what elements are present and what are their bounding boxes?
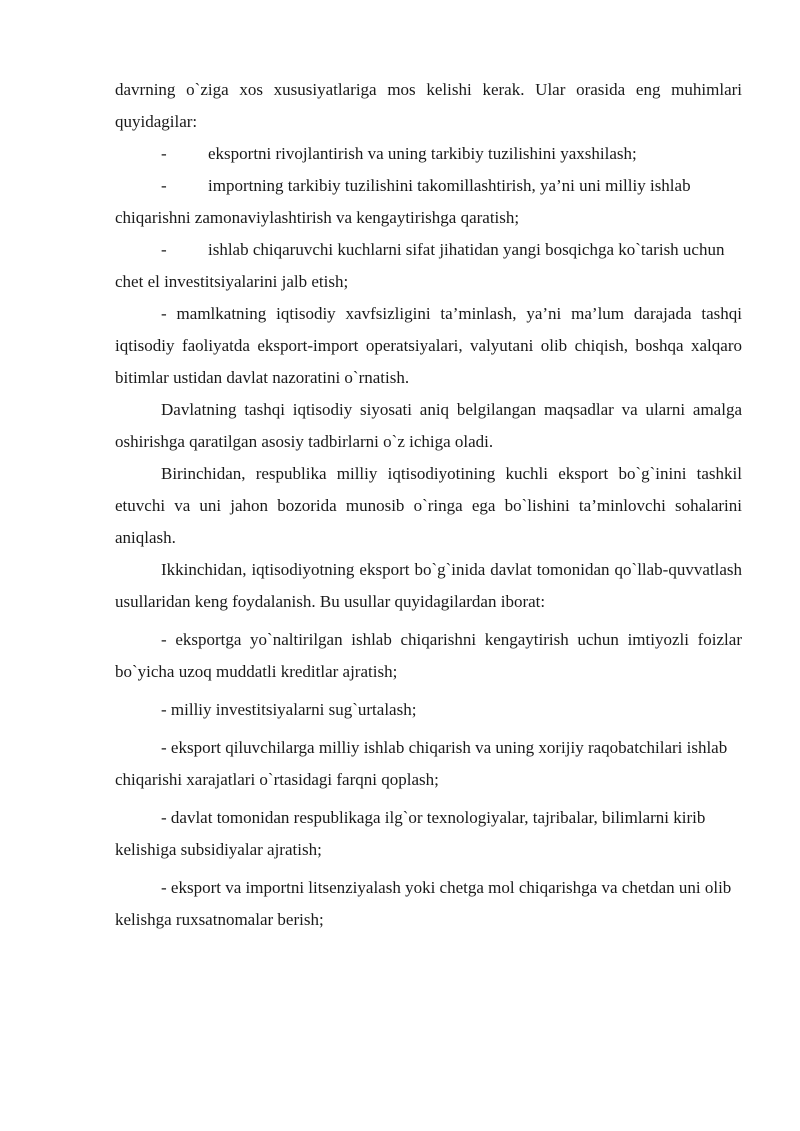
list-item-preferential-credits: - eksportga yo`naltirilgan ishlab chiqarishni kengaytirish uchun imtiyozli foizlar bo`yicha uzoq muddatli kreditlar ajratish; xyxy=(115,630,742,681)
paragraph-intro: davrning o`ziga xos xususiyatlariga mos kelishi kerak. Ular orasida eng muhimlari quyidagilar: xyxy=(115,80,742,131)
list-dash: - xyxy=(161,176,167,195)
list-item-text: importning tarkibiy tuzilishini takomillashtirish, ya’ni uni milliy ishlab chiqarishni zamonaviylashtirish va kengaytirishga qaratish; xyxy=(115,176,691,227)
list-item-text: eksportni rivojlantirish va uning tarkibiy tuzilishini yaxshilash; xyxy=(208,144,637,163)
document-page xyxy=(115,74,742,936)
list-item-text: ishlab chiqaruvchi kuchlarni sifat jihatidan yangi bosqichga ko`tarish uchun chet el investitsiyalarini jalb etish; xyxy=(115,240,725,291)
list-item-technology-subsidies: - davlat tomonidan respublikaga ilg`or texnologiyalar, tajribalar, bilimlarni kirib kelishiga subsidiyalar ajratish; xyxy=(115,808,706,859)
list-dash: - xyxy=(161,240,167,259)
paragraph-secondly: Ikkinchidan, iqtisodiyotning eksport bo`g`inida davlat tomonidan qo`llab-quvvatlash usullaridan keng foydalanish. Bu usullar quyidagilardan iborat: xyxy=(115,560,742,611)
list-item-foreign-investment xyxy=(115,234,742,298)
list-item-licensing: - eksport va importni litsenziyalash yoki chetga mol chiqarishga va chetdan uni olib kelishga ruxsatnomalar berish; xyxy=(115,878,732,929)
list-item-investment-insurance: - milliy investitsiyalarni sug`urtalash; xyxy=(161,700,417,719)
list-item-import-structure xyxy=(115,170,742,234)
list-item-export-development xyxy=(115,138,742,170)
list-dash: - xyxy=(161,144,167,163)
paragraph-economic-security: - mamlkatning iqtisodiy xavfsizligini ta’minlash, ya’ni ma’lum darajada tashqi iqtisodiy faoliyatda eksport-import operatsiyalari, valyutani olib chiqish, boshqa xalqaro bitimlar ustidan davlat nazoratini o`rnatish. xyxy=(115,304,742,387)
list-item-cost-compensation: - eksport qiluvchilarga milliy ishlab chiqarish va uning xorijiy raqobatchilari ishlab chiqarishi xarajatlari o`rtasidagi farqni qoplash; xyxy=(115,738,728,789)
paragraph-firstly: Birinchidan, respublika milliy iqtisodiyotining kuchli eksport bo`g`inini tashkil etuvchi va uni jahon bozorida munosib o`ringa ega bo`lishini ta’minlovchi sohalarini aniqlash. xyxy=(115,464,742,547)
paragraph-foreign-policy: Davlatning tashqi iqtisodiy siyosati aniq belgilangan maqsadlar va ularni amalga oshirishga qaratilgan asosiy tadbirlarni o`z ichiga oladi. xyxy=(115,400,742,451)
